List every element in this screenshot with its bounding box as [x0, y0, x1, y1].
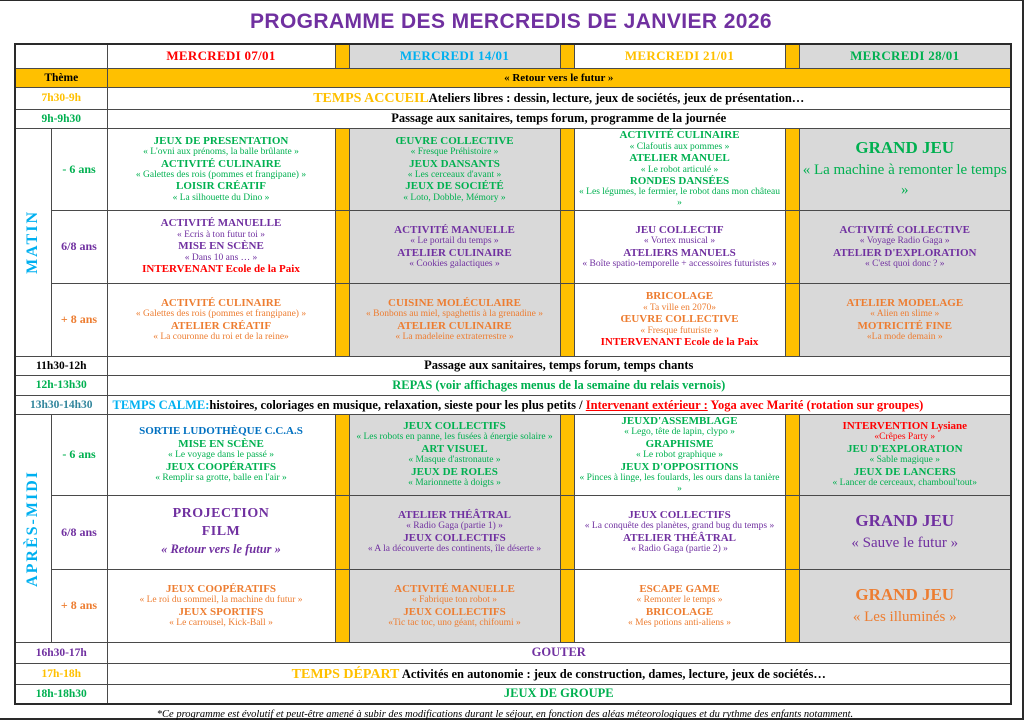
column-separator: [560, 495, 574, 569]
accueil-row: [15, 87, 1011, 109]
column-separator: [335, 44, 349, 68]
column-separator: [785, 414, 799, 495]
section-label-apres-midi: APRÈS-MIDI: [15, 414, 51, 642]
apres-midi-6-8-row: [15, 495, 1011, 569]
cell-matin-under6-2801: GRAND JEU « La machine à remonter le temps »: [799, 128, 1011, 210]
cell-apres-midi-under6-2101: JEUXD'ASSEMBLAGE « Lego, tête de lapin, clypo » GRAPHISME « Le robot graphique » JEUX D'OPPOSITIONS « Pinces à linge, les foulards, les ours dans la tanière »: [574, 414, 785, 495]
footnote: *Ce programme est évolutif et peut-être amené à subir des modifications durant le séjour, en fonction des aléas méteorologiques et du rythme des enfants notamment.: [156, 709, 854, 720]
age-label-6-8: 6/8 ans: [51, 495, 107, 569]
cell-matin-6-8-2801: ACTIVITÉ COLLECTIVE « Voyage Radio Gaga » ATELIER D'EXPLORATION « C'est quoi donc ? »: [799, 210, 1011, 283]
gouter-text: GOUTER: [107, 642, 1011, 663]
temps-calme-row: [15, 395, 1011, 414]
cell-apres-midi-over8-0701: JEUX COOPÉRATIFS « Le roi du sommeil, la machine du futur » JEUX SPORTIFS « Le carrousel, Kick-Ball »: [107, 569, 335, 642]
program-table: [14, 43, 1012, 705]
cell-matin-6-8-1401: ACTIVITÉ MANUELLE « Le portail du temps » ATELIER CULINAIRE « Cookies galactiques »: [349, 210, 560, 283]
apres-midi-under6-row: [15, 414, 1011, 495]
jeux-de-groupe-row: [15, 684, 1011, 704]
cell-apres-midi-6-8-0701: PROJECTION FILM « Retour vers le futur »: [107, 495, 335, 569]
theme-value: « Retour vers le futur »: [107, 68, 1011, 87]
repas-text: REPAS (voir affichages menus de la semaine du relais vernois): [107, 375, 1011, 395]
cell-matin-under6-2101: ACTIVITÉ CULINAIRE « Clafoutis aux pommes » ATELIER MANUEL « Le robot articulé » RONDES DANSÉES « Les légumes, le fermier, le robot dans mon château »: [574, 128, 785, 210]
column-separator: [335, 283, 349, 356]
cell-apres-midi-6-8-2101: JEUX COLLECTIFS « La conquête des planètes, grand bug du temps » ATELIER THÉÂTRAL « Radio Gaga (partie 2) »: [574, 495, 785, 569]
time-label-sanitaires-midi: 11h30-12h: [15, 356, 107, 375]
section-label-matin: MATIN: [15, 128, 51, 356]
cell-matin-6-8-0701: ACTIVITÉ MANUELLE « Ecris à ton futur toi » MISE EN SCÈNE « Dans 10 ans … » INTERVENANT Ecole de la Paix: [107, 210, 335, 283]
matin-under6-row: [15, 128, 1011, 210]
column-separator: [335, 495, 349, 569]
time-label-groupe: 18h-18h30: [15, 684, 107, 704]
theme-row: [15, 68, 1011, 87]
column-separator: [560, 128, 574, 210]
sanitaires-matin-text: Passage aux sanitaires, temps forum, programme de la journée: [107, 109, 1011, 128]
gouter-row: [15, 642, 1011, 663]
age-label-over8: + 8 ans: [51, 569, 107, 642]
column-separator: [560, 44, 574, 68]
column-separator: [335, 128, 349, 210]
day-header-1401: MERCREDI 14/01: [349, 44, 560, 68]
column-separator: [560, 414, 574, 495]
accueil-text: TEMPS ACCUEILAteliers libres : dessin, lecture, jeux de sociétés, jeux de présentation…: [107, 87, 1011, 109]
cell-apres-midi-under6-0701: SORTIE LUDOTHÈQUE C.C.A.S MISE EN SCÈNE « Le voyage dans le passé » JEUX COOPÉRATIFS « Remplir sa grotte, balle en l'air »: [107, 414, 335, 495]
column-separator: [335, 210, 349, 283]
cell-matin-over8-2101: BRICOLAGE « Ta ville en 2070» ŒUVRE COLLECTIVE « Fresque futuriste » INTERVENANT Ecole de la Paix: [574, 283, 785, 356]
cell-matin-over8-1401: CUISINE MOLÉCULAIRE « Bonbons au miel, spaghettis à la grenadine » ATELIER CULINAIRE « La madeleine extraterrestre »: [349, 283, 560, 356]
time-label-sanitaires-matin: 9h-9h30: [15, 109, 107, 128]
matin-6-8-row: [15, 210, 1011, 283]
age-label-6-8: 6/8 ans: [51, 210, 107, 283]
column-separator: [785, 569, 799, 642]
cell-matin-under6-1401: ŒUVRE COLLECTIVE « Fresque Préhistoire » JEUX DANSANTS « Les cerceaux d'avant » JEUX DE SOCIÉTÉ « Loto, Dobble, Mémory »: [349, 128, 560, 210]
time-label-accueil: 7h30-9h: [15, 87, 107, 109]
time-label-temps-calme: 13h30-14h30: [15, 395, 107, 414]
day-header-0701: MERCREDI 07/01: [107, 44, 335, 68]
depart-text: TEMPS DÉPART Activités en autonomie : jeux de construction, dames, lecture, jeux de sociétés…: [107, 663, 1011, 684]
column-separator: [785, 44, 799, 68]
corner-cell: [15, 44, 107, 68]
header-row: [15, 44, 1011, 68]
cell-apres-midi-6-8-1401: ATELIER THÉÂTRAL « Radio Gaga (partie 1) » JEUX COLLECTIFS « A la découverte des continents, île déserte »: [349, 495, 560, 569]
column-separator: [785, 210, 799, 283]
time-label-depart: 17h-18h: [15, 663, 107, 684]
page-title: PROGRAMME DES MERCREDIS DE JANVIER 2026: [249, 10, 773, 33]
column-separator: [335, 569, 349, 642]
cell-matin-6-8-2101: JEU COLLECTIF « Vortex musical » ATELIERS MANUELS « Boîte spatio-temporelle + accessoires futuristes »: [574, 210, 785, 283]
column-separator: [560, 283, 574, 356]
cell-matin-over8-0701: ACTIVITÉ CULINAIRE « Galettes des rois (pommes et frangipane) » ATELIER CRÉATIF « La couronne du roi et de la reine»: [107, 283, 335, 356]
time-label-gouter: 16h30-17h: [15, 642, 107, 663]
day-header-2101: MERCREDI 21/01: [574, 44, 785, 68]
sanitaires-matin-row: [15, 109, 1011, 128]
cell-apres-midi-over8-2801: GRAND JEU « Les illuminés »: [799, 569, 1011, 642]
age-label-over8: + 8 ans: [51, 283, 107, 356]
column-separator: [785, 128, 799, 210]
day-header-2801: MERCREDI 28/01: [799, 44, 1011, 68]
column-separator: [785, 495, 799, 569]
apres-midi-over8-row: [15, 569, 1011, 642]
cell-apres-midi-under6-2801: INTERVENTION Lysiane «Crêpes Party » JEU D'EXPLORATION « Sable magique » JEUX DE LANCERS « Lancer de cerceaux, chamboul'tout»: [799, 414, 1011, 495]
sanitaires-midi-text: Passage aux sanitaires, temps forum, temps chants: [107, 356, 1011, 375]
column-separator: [335, 414, 349, 495]
column-separator: [785, 283, 799, 356]
cell-apres-midi-under6-1401: JEUX COLLECTIFS « Les robots en panne, les fusées à énergie solaire » ART VISUEL « Masque d'astronaute » JEUX DE ROLES « Marionnette à doigts »: [349, 414, 560, 495]
jeux-de-groupe-text: JEUX DE GROUPE: [107, 684, 1011, 704]
cell-matin-over8-2801: ATELIER MODELAGE « Alien en slime » MOTRICITÉ FINE «La mode demain »: [799, 283, 1011, 356]
time-label-repas: 12h-13h30: [15, 375, 107, 395]
sanitaires-midi-row: [15, 356, 1011, 375]
age-label-under6: - 6 ans: [51, 128, 107, 210]
cell-apres-midi-over8-2101: ESCAPE GAME « Remonter le temps » BRICOLAGE « Mes potions anti-aliens »: [574, 569, 785, 642]
depart-row: [15, 663, 1011, 684]
cell-apres-midi-over8-1401: ACTIVITÉ MANUELLE « Fabrique ton robot » JEUX COLLECTIFS «Tic tac toc, uno géant, chifoumi »: [349, 569, 560, 642]
repas-row: [15, 375, 1011, 395]
column-separator: [560, 569, 574, 642]
theme-label: Thème: [15, 68, 107, 87]
column-separator: [560, 210, 574, 283]
temps-calme-text: TEMPS CALME:histoires, coloriages en musique, relaxation, sieste pour les plus petits / Intervenant extérieur : Yoga avec Marité (rotation sur groupes): [107, 395, 1011, 414]
matin-over8-row: [15, 283, 1011, 356]
age-label-under6: - 6 ans: [51, 414, 107, 495]
cell-matin-under6-0701: JEUX DE PRESENTATION « L'ovni aux prénoms, la balle brûlante » ACTIVITÉ CULINAIRE « Galettes des rois (pommes et frangipane) » LOISIR CRÉATIF « La silhouette du Dino »: [107, 128, 335, 210]
cell-apres-midi-6-8-2801: GRAND JEU « Sauve le futur »: [799, 495, 1011, 569]
